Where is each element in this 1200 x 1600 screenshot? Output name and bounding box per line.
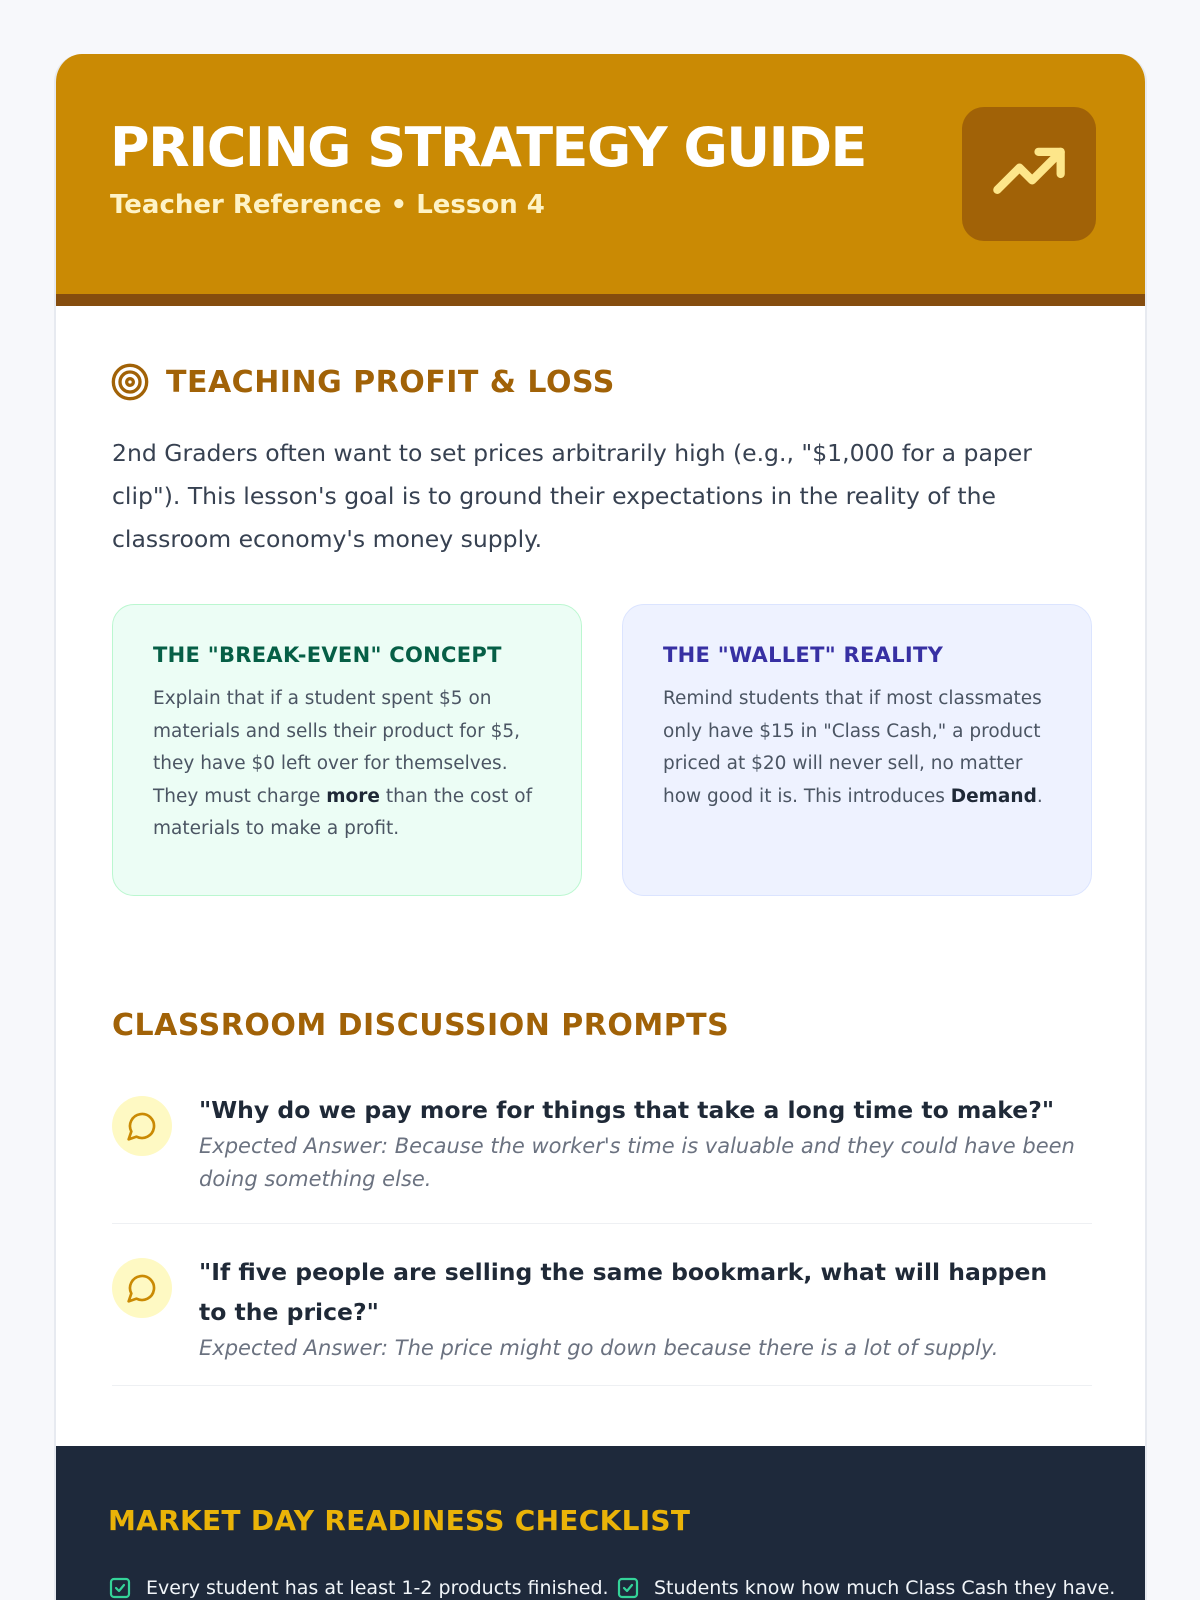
checklist-panel <box>56 1446 1145 1600</box>
wallet-text <box>663 683 1051 813</box>
guide-card <box>54 54 1147 1600</box>
header-badge <box>962 107 1096 241</box>
break-even-emphasis: more <box>326 785 380 807</box>
discussion-prompt <box>112 1090 1092 1224</box>
prompt-answer: Expected Answer: Because the worker's time is valuable and they could have been doing something else. <box>199 1134 1075 1191</box>
checklist-item <box>108 1576 609 1600</box>
wallet-title: THE "WALLET" REALITY <box>663 643 944 667</box>
profit-loss-heading <box>110 362 615 402</box>
break-even-title: THE "BREAK-EVEN" CONCEPT <box>153 643 502 667</box>
page-title: PRICING STRATEGY GUIDE <box>110 116 866 179</box>
break-even-text <box>153 683 541 846</box>
checkbox-checked-icon <box>616 1576 640 1600</box>
chat-bubble-icon <box>126 1272 158 1304</box>
break-even-text-end: than the cost of materials to make a profit. <box>153 785 533 839</box>
header-banner <box>56 54 1145 306</box>
prompt-icon-wrap <box>112 1258 172 1318</box>
chat-bubble-icon <box>126 1110 158 1142</box>
page-subtitle: Teacher Reference • Lesson 4 <box>110 190 545 220</box>
checklist-item-label: Students know how much Class Cash they have. <box>654 1577 1116 1599</box>
wallet-emphasis: Demand <box>950 785 1037 807</box>
intro-paragraph: 2nd Graders often want to set prices arbitrarily high (e.g., "$1,000 for a paper clip"). This lesson's goal is to ground their expectations in the reality of the classroom economy's money supply. <box>112 439 1032 553</box>
target-icon <box>110 362 150 402</box>
prompt-question: "If five people are selling the same bookmark, what will happen to the price?" <box>199 1258 1048 1326</box>
break-even-card <box>112 604 582 896</box>
checkbox-checked-icon <box>108 1576 132 1600</box>
break-even-text-start: Explain that if a student spent $5 on materials and sells their product for $5, they have $0 left over for themselves. They must charge <box>153 688 521 807</box>
wallet-text-end: . <box>1036 785 1043 807</box>
wallet-card <box>622 604 1092 896</box>
checklist-item-label: Every student has at least 1-2 products finished. <box>146 1577 609 1599</box>
prompt-answer: Expected Answer: The price might go down because there is a lot of supply. <box>199 1336 999 1360</box>
discussion-heading <box>112 1008 729 1043</box>
checklist-heading: MARKET DAY READINESS CHECKLIST <box>108 1504 691 1537</box>
trending-up-icon <box>991 136 1067 212</box>
prompt-question: "Why do we pay more for things that take a long time to make?" <box>199 1096 1055 1124</box>
discussion-prompt <box>112 1252 1092 1386</box>
discussion-heading-text: CLASSROOM DISCUSSION PROMPTS <box>112 1008 730 1043</box>
prompt-icon-wrap <box>112 1096 172 1156</box>
wallet-text-start: Remind students that if most classmates only have $15 in "Class Cash," a product priced at $20 will never sell, no matter how good it is. This introduces <box>663 688 1042 807</box>
checklist-item <box>616 1576 1115 1600</box>
profit-loss-heading-text: TEACHING PROFIT & LOSS <box>166 364 615 400</box>
